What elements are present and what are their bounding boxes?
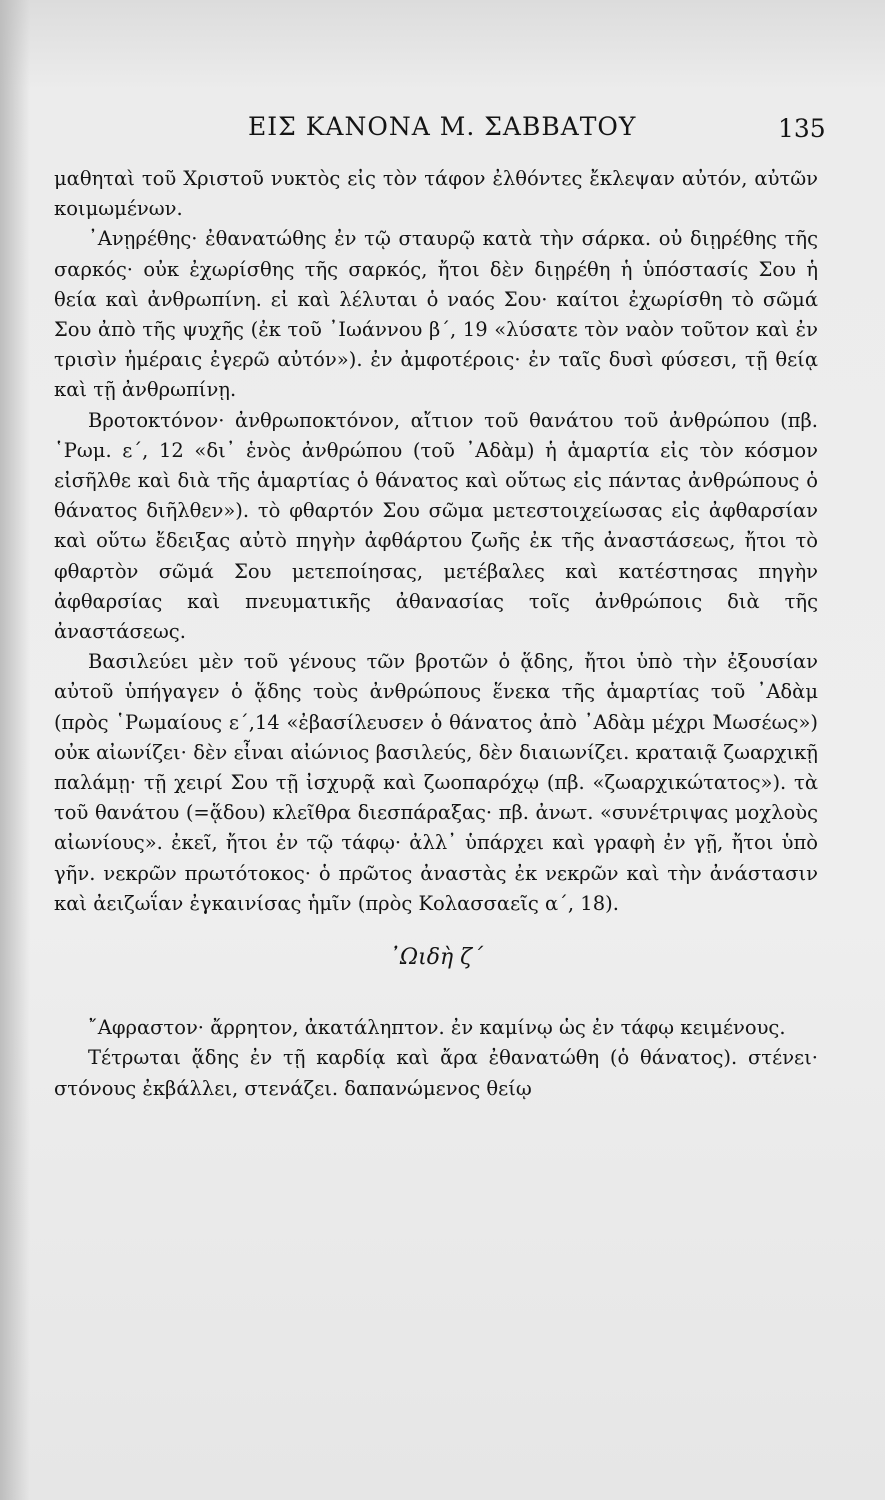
running-title: ΕΙΣ ΚΑΝΟΝΑ Μ. ΣΑΒΒΑΤΟΥ xyxy=(248,112,637,141)
paragraph-tetrotai: Τέτρωται ᾅδης ἐν τῇ καρδίᾳ καὶ ἄρα ἐθανατώθη (ὁ θάνατος). στένει· στόνους ἐκβάλλει, στενάζει. δαπανώμενος θείῳ xyxy=(54,1046,818,1100)
ode-heading: ᾿Ωιδὴ ζ΄ xyxy=(388,945,484,971)
paragraph-aphraston: ῎Αφραστον· ἄρρητον, ἀκατάληπτον. ἐν καμίνῳ ὡς ἐν τάφῳ κειμένους. xyxy=(88,1016,786,1040)
page-header xyxy=(0,112,885,152)
page-edge-shadow xyxy=(0,0,30,1500)
paragraph-basileuei: Βασιλεύει μὲν τοῦ γένους τῶν βροτῶν ὁ ᾅδης, ἤτοι ὑπὸ τὴν ἐξουσίαν αὐτοῦ ὑπήγαγεν ὁ ᾅδης τοὺς ἀνθρώπους ἕνεκα τῆς ἁμαρτίας τοῦ ᾿Αδὰμ (πρὸς ῾Ρωμαίους ε΄,14 «ἐβασίλευσεν ὁ θάνατος ἀπὸ ᾿Αδὰμ μέχρι Μωσέως») οὐκ αἰωνίζει· δὲν εἶναι αἰώνιος βασιλεύς, δὲν διαιωνίζει. κραταιᾷ ζωαρχικῇ παλάμῃ· τῇ χειρί Σου τῇ ἰσχυρᾷ καὶ ζωοπαρόχῳ (πβ. «ζωαρχικώτατος»). τὰ τοῦ θανάτου (=ᾅδου) κλεῖθρα διεσπάραξας· πβ. ἀνωτ. «συνέτριψας μοχλοὺς αἰωνίους». ἐκεῖ, ἤτοι ἐν τῷ τάφῳ· ἀλλ᾿ ὑπάρχει καὶ γραφὴ ἐν γῇ, ἤτοι ὑπὸ γῆν. νεκρῶν πρωτότοκος· ὁ πρῶτος ἀναστὰς ἐκ νεκρῶν καὶ τὴν ἀνάστασιν καὶ ἀειζωΐαν ἐγκαινίσας ἡμῖν (πρὸς Κολασσαεῖς α΄, 18). xyxy=(54,650,818,915)
page-body xyxy=(54,164,818,1104)
paragraph-anerethes: ᾿Ανῃρέθης· ἐθανατώθης ἐν τῷ σταυρῷ κατὰ τὴν σάρκα. οὐ διῃρέθης τῆς σαρκός· οὐκ ἐχωρίσθης τῆς σαρκός, ἤτοι δὲν διῃρέθη ἡ ὑπόστασίς Σου ἡ θεία καὶ ἀνθρωπίνη. εἰ καὶ λέλυται ὁ ναός Σου· καίτοι ἐχωρίσθη τὸ σῶμά Σου ἀπὸ τῆς ψυχῆς (ἐκ τοῦ ᾿Ιωάννου β΄, 19 «λύσατε τὸν ναὸν τοῦτον καὶ ἐν τρισὶν ἡμέραις ἐγερῶ αὐτόν»). ἐν ἀμφοτέροις· ἐν ταῖς δυσὶ φύσεσι, τῇ θείᾳ καὶ τῇ ἀνθρωπίνῃ. xyxy=(54,227,818,402)
page-number: 135 xyxy=(778,114,826,143)
paragraph-brotoktonon: Βροτοκτόνον· ἀνθρωποκτόνον, αἴτιον τοῦ θανάτου τοῦ ἀνθρώπου (πβ. ῾Ρωμ. ε΄, 12 «δι᾿ ἑνὸς ἀνθρώπου (τοῦ ᾿Αδὰμ) ἡ ἁμαρτία εἰς τὸν κόσμον εἰσῆλθε καὶ διὰ τῆς ἁμαρτίας ὁ θάνατος καὶ οὕτως εἰς πάντας ἀνθρώπους ὁ θάνατος διῆλθεν»). τὸ φθαρτόν Σου σῶμα μετεστοιχείωσας εἰς ἀφθαρσίαν καὶ οὕτω ἔδειξας αὐτὸ πηγὴν ἀφθάρτου ζωῆς ἐκ τῆς ἀναστάσεως, ἤτοι τὸ φθαρτὸν σῶμά Σου μετεποίησας, μετέβαλες καὶ κατέστησας πηγὴν ἀφθαρσίας καὶ πνευματικῆς ἀθανασίας τοῖς ἀνθρώποις διὰ τῆς ἀναστάσεως. xyxy=(54,408,818,644)
paragraph-continued: μαθηταὶ τοῦ Χριστοῦ νυκτὸς εἰς τὸν τάφον ἐλθόντες ἔκλεψαν αὐτόν, αὐτῶν κοιμωμένων. xyxy=(54,167,818,221)
